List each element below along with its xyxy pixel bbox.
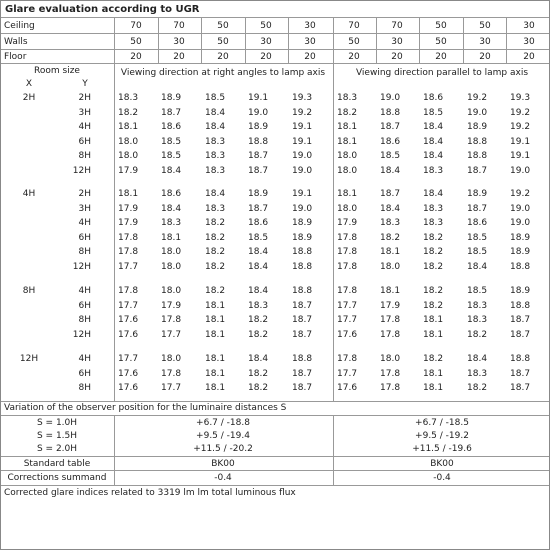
view-parallel-label: Viewing direction parallel to lamp axis <box>355 68 529 78</box>
ugr-value: 18.0 <box>337 203 358 214</box>
header-value: 50 <box>217 21 229 31</box>
ugr-value: 17.6 <box>118 315 139 325</box>
ugr-value: 18.3 <box>248 300 269 311</box>
ugr-value: 18.7 <box>292 315 313 325</box>
ugr-value: 18.2 <box>205 261 226 272</box>
ugr-value: 18.7 <box>380 122 401 132</box>
ugr-value: 18.9 <box>248 189 269 199</box>
ugr-value: 19.1 <box>292 189 313 199</box>
ugr-value: 19.0 <box>292 151 313 161</box>
ugr-value: 19.2 <box>510 189 531 199</box>
ugr-value: 18.1 <box>337 136 358 147</box>
room-size-divider <box>114 63 115 401</box>
ugr-value: 17.9 <box>380 300 401 311</box>
ugr-value: 18.5 <box>467 286 488 296</box>
header-value: 30 <box>391 37 403 47</box>
ugr-value: 17.9 <box>118 203 139 214</box>
ugr-value: 17.8 <box>380 368 401 379</box>
ugr-value: 18.7 <box>292 383 313 393</box>
x-label: X <box>25 79 33 89</box>
header-divider <box>1 63 549 64</box>
ugr-value: 19.1 <box>292 136 313 147</box>
ugr-value: 18.7 <box>510 383 531 393</box>
header-label-ceiling: Ceiling <box>4 21 35 31</box>
ugr-value: 18.8 <box>467 136 488 147</box>
ugr-value: 18.0 <box>161 261 182 272</box>
ugr-value: 18.4 <box>205 107 226 118</box>
corrections-label: Corrections summand <box>7 473 107 483</box>
main-section-divider <box>333 63 334 401</box>
ugr-value: 18.1 <box>118 189 139 199</box>
ugr-value: 19.3 <box>510 93 531 103</box>
ugr-value: 18.2 <box>467 329 488 340</box>
header-column-divider <box>201 17 202 63</box>
ugr-value: 18.1 <box>423 368 444 379</box>
ugr-value: 19.0 <box>510 203 531 214</box>
header-column-divider <box>114 17 115 63</box>
ugr-value: 18.8 <box>467 151 488 161</box>
ugr-value: 18.5 <box>467 232 488 243</box>
ugr-value: 18.2 <box>467 383 488 393</box>
ugr-value: 18.0 <box>337 151 358 161</box>
variation-left-value: +9.5 / -19.4 <box>196 431 250 441</box>
ugr-value: 18.9 <box>248 122 269 132</box>
header-value: 50 <box>130 37 142 47</box>
header-column-divider <box>333 17 334 63</box>
header-column-divider <box>288 17 289 63</box>
ugr-value: 18.7 <box>467 165 488 176</box>
ugr-value: 18.9 <box>510 247 531 257</box>
ugr-value: 18.6 <box>423 93 444 103</box>
room-y-value: 3H <box>78 107 91 118</box>
ugr-value: 17.8 <box>118 286 139 296</box>
ugr-value: 18.3 <box>205 151 226 161</box>
ugr-value: 18.0 <box>118 151 139 161</box>
ugr-value: 18.0 <box>161 286 182 296</box>
ugr-value: 18.4 <box>423 136 444 147</box>
ugr-value: 19.0 <box>510 165 531 176</box>
y-label: Y <box>82 79 88 89</box>
ugr-value: 17.8 <box>337 247 358 257</box>
ugr-value: 19.2 <box>510 122 531 132</box>
header-value: 30 <box>523 21 535 31</box>
variation-right-value: +9.5 / -19.2 <box>415 431 469 441</box>
header-value: 70 <box>173 21 185 31</box>
ugr-value: 18.6 <box>248 218 269 228</box>
room-y-value: 6H <box>78 300 91 311</box>
ugr-value: 18.1 <box>337 189 358 199</box>
header-value: 20 <box>435 52 447 62</box>
variation-left-value: +11.5 / -20.2 <box>193 444 253 454</box>
row-divider <box>1 456 549 457</box>
room-y-value: 8H <box>78 151 91 161</box>
ugr-value: 18.3 <box>467 300 488 311</box>
ugr-value: 18.5 <box>248 232 269 243</box>
variation-label: S = 1.0H <box>36 418 78 428</box>
header-value: 20 <box>304 52 316 62</box>
ugr-value: 18.5 <box>467 247 488 257</box>
ugr-value: 18.1 <box>423 383 444 393</box>
ugr-value: 17.7 <box>337 368 358 379</box>
ugr-value: 18.6 <box>380 136 401 147</box>
row-divider <box>1 415 549 416</box>
header-column-divider <box>463 17 464 63</box>
ugr-value: 18.1 <box>161 232 182 243</box>
room-y-value: 8H <box>78 315 91 325</box>
ugr-value: 18.4 <box>205 122 226 132</box>
ugr-value: 17.7 <box>118 261 139 272</box>
ugr-value: 17.6 <box>118 383 139 393</box>
ugr-value: 18.2 <box>423 232 444 243</box>
ugr-value: 18.1 <box>380 247 401 257</box>
ugr-value: 18.1 <box>423 315 444 325</box>
ugr-value: 18.2 <box>423 286 444 296</box>
ugr-value: 18.6 <box>467 218 488 228</box>
ugr-value: 19.0 <box>510 218 531 228</box>
variation-left-value: +6.7 / -18.8 <box>196 418 250 428</box>
room-x-4h: 4H <box>22 189 36 199</box>
ugr-value: 18.1 <box>423 329 444 340</box>
header-value: 50 <box>348 37 360 47</box>
ugr-value: 18.7 <box>248 165 269 176</box>
ugr-value: 18.2 <box>205 286 226 296</box>
ugr-value: 18.7 <box>510 368 531 379</box>
header-value: 50 <box>479 21 491 31</box>
header-value: 30 <box>260 37 272 47</box>
ugr-value: 19.0 <box>467 107 488 118</box>
ugr-value: 17.7 <box>161 329 182 340</box>
ugr-value: 18.1 <box>205 300 226 311</box>
ugr-value: 18.7 <box>248 203 269 214</box>
title-divider <box>1 17 549 18</box>
ugr-value: 18.7 <box>292 368 313 379</box>
ugr-value: 17.7 <box>118 354 139 364</box>
ugr-value: 18.8 <box>510 354 531 364</box>
ugr-value: 18.9 <box>161 93 182 103</box>
ugr-value: 18.2 <box>423 300 444 311</box>
header-column-divider <box>245 17 246 63</box>
ugr-value: 18.8 <box>380 107 401 118</box>
ugr-value: 18.4 <box>467 261 488 272</box>
header-value: 50 <box>435 37 447 47</box>
room-y-value: 12H <box>72 165 91 176</box>
ugr-value: 18.2 <box>423 261 444 272</box>
ugr-value: 18.3 <box>467 315 488 325</box>
ugr-value: 18.4 <box>467 354 488 364</box>
ugr-value: 18.7 <box>510 315 531 325</box>
header-value: 30 <box>173 37 185 47</box>
ugr-value: 18.4 <box>161 203 182 214</box>
column-divider <box>333 415 334 485</box>
ugr-value: 19.0 <box>248 107 269 118</box>
ugr-value: 18.2 <box>423 354 444 364</box>
ugr-value: 18.8 <box>292 354 313 364</box>
header-value: 30 <box>523 37 535 47</box>
ugr-value: 17.8 <box>118 247 139 257</box>
header-value: 50 <box>217 37 229 47</box>
ugr-value: 18.9 <box>467 189 488 199</box>
ugr-value: 17.7 <box>118 300 139 311</box>
ugr-value: 18.0 <box>380 354 401 364</box>
ugr-value: 17.9 <box>118 165 139 176</box>
ugr-value: 19.0 <box>292 165 313 176</box>
ugr-value: 18.7 <box>161 107 182 118</box>
ugr-value: 18.3 <box>205 165 226 176</box>
ugr-value: 18.4 <box>380 165 401 176</box>
room-y-value: 2H <box>78 93 91 103</box>
ugr-value: 18.0 <box>337 165 358 176</box>
header-value: 20 <box>130 52 142 62</box>
ugr-value: 18.3 <box>205 203 226 214</box>
ugr-value: 18.5 <box>161 136 182 147</box>
view-right-angles-label: Viewing direction at right angles to lamp axis <box>120 68 326 78</box>
ugr-value: 18.6 <box>161 122 182 132</box>
header-column-divider <box>506 17 507 63</box>
ugr-value: 18.5 <box>380 151 401 161</box>
ugr-value: 18.4 <box>380 203 401 214</box>
ugr-value: 19.2 <box>510 107 531 118</box>
room-size-label: Room size <box>34 66 80 76</box>
ugr-value: 17.8 <box>337 261 358 272</box>
ugr-value: 18.2 <box>118 107 139 118</box>
header-value: 20 <box>479 52 491 62</box>
header-value: 20 <box>260 52 272 62</box>
ugr-value: 18.2 <box>205 218 226 228</box>
header-label-floor: Floor <box>4 52 27 62</box>
ugr-value: 18.2 <box>205 247 226 257</box>
ugr-value: 17.8 <box>380 383 401 393</box>
ugr-value: 18.7 <box>510 329 531 340</box>
ugr-value: 17.6 <box>118 368 139 379</box>
header-value: 70 <box>348 21 360 31</box>
room-y-value: 2H <box>78 189 91 199</box>
ugr-value: 18.2 <box>337 107 358 118</box>
header-value: 20 <box>391 52 403 62</box>
ugr-value: 18.9 <box>467 122 488 132</box>
ugr-value: 17.7 <box>337 315 358 325</box>
room-y-value: 4H <box>78 354 91 364</box>
ugr-value: 18.4 <box>248 261 269 272</box>
room-x-2h: 2H <box>22 93 36 103</box>
ugr-value: 18.2 <box>248 329 269 340</box>
ugr-value: 18.6 <box>161 189 182 199</box>
ugr-value: 18.4 <box>248 247 269 257</box>
ugr-value: 18.4 <box>423 189 444 199</box>
header-column-divider <box>376 17 377 63</box>
row-divider <box>1 49 549 50</box>
variation-title: Variation of the observer position for the luminaire distances S <box>4 403 287 413</box>
header-value: 20 <box>217 52 229 62</box>
standard-table-left: BK00 <box>211 459 235 469</box>
ugr-value: 18.0 <box>380 261 401 272</box>
room-y-value: 4H <box>78 286 91 296</box>
ugr-value: 18.9 <box>292 218 313 228</box>
header-value: 30 <box>479 37 491 47</box>
ugr-value: 18.8 <box>510 300 531 311</box>
variation-label: S = 2.0H <box>36 444 78 454</box>
ugr-value: 18.7 <box>292 300 313 311</box>
ugr-value: 18.5 <box>161 151 182 161</box>
ugr-value: 19.3 <box>292 93 313 103</box>
room-x-12h: 12H <box>19 354 39 364</box>
footer-note: Corrected glare indices related to 3319 lm lm total luminous flux <box>4 488 296 498</box>
row-divider <box>1 33 549 34</box>
header-value: 20 <box>348 52 360 62</box>
ugr-value: 18.5 <box>205 93 226 103</box>
ugr-value: 17.9 <box>337 218 358 228</box>
ugr-value: 17.8 <box>161 315 182 325</box>
ugr-value: 18.3 <box>205 136 226 147</box>
column-divider <box>114 415 115 485</box>
ugr-value: 18.0 <box>118 136 139 147</box>
ugr-value: 18.3 <box>423 203 444 214</box>
ugr-value: 18.3 <box>467 368 488 379</box>
ugr-value: 18.1 <box>205 329 226 340</box>
ugr-value: 18.8 <box>292 261 313 272</box>
room-y-value: 12H <box>72 329 91 340</box>
ugr-value: 18.2 <box>380 232 401 243</box>
ugr-value: 18.0 <box>161 354 182 364</box>
ugr-value: 18.4 <box>248 354 269 364</box>
ugr-value: 17.8 <box>118 232 139 243</box>
ugr-value: 18.8 <box>292 247 313 257</box>
corrections-left: -0.4 <box>214 473 232 483</box>
ugr-value: 19.1 <box>510 151 531 161</box>
header-value: 30 <box>304 21 316 31</box>
ugr-value: 18.4 <box>205 189 226 199</box>
ugr-value: 17.8 <box>380 315 401 325</box>
ugr-value: 18.7 <box>380 189 401 199</box>
ugr-value: 18.3 <box>423 165 444 176</box>
ugr-value: 19.2 <box>467 93 488 103</box>
variation-label: S = 1.5H <box>36 431 78 441</box>
ugr-value: 18.1 <box>337 122 358 132</box>
ugr-value: 18.8 <box>292 286 313 296</box>
ugr-value: 17.6 <box>337 329 358 340</box>
room-y-value: 4H <box>78 218 91 228</box>
header-value: 50 <box>260 21 272 31</box>
ugr-value: 17.6 <box>337 383 358 393</box>
room-y-value: 4H <box>78 122 91 132</box>
ugr-value: 18.7 <box>467 203 488 214</box>
header-value: 70 <box>130 21 142 31</box>
room-y-value: 6H <box>78 136 91 147</box>
ugr-value: 19.1 <box>248 93 269 103</box>
room-y-value: 6H <box>78 232 91 243</box>
section-divider <box>1 401 549 402</box>
header-value: 70 <box>391 21 403 31</box>
ugr-value: 18.3 <box>423 218 444 228</box>
ugr-value: 18.1 <box>205 315 226 325</box>
header-column-divider <box>158 17 159 63</box>
ugr-value: 18.7 <box>248 151 269 161</box>
ugr-value: 18.4 <box>248 286 269 296</box>
ugr-value: 18.4 <box>423 151 444 161</box>
ugr-value: 18.0 <box>161 247 182 257</box>
ugr-value: 17.8 <box>337 354 358 364</box>
room-y-value: 6H <box>78 368 91 379</box>
ugr-value: 17.9 <box>118 218 139 228</box>
ugr-value: 18.2 <box>205 232 226 243</box>
ugr-value: 18.2 <box>248 383 269 393</box>
ugr-value: 17.6 <box>118 329 139 340</box>
ugr-value: 17.7 <box>161 383 182 393</box>
standard-table-right: BK00 <box>430 459 454 469</box>
ugr-value: 18.4 <box>423 122 444 132</box>
ugr-value: 19.1 <box>292 122 313 132</box>
ugr-value: 18.9 <box>292 232 313 243</box>
ugr-value: 18.3 <box>161 218 182 228</box>
ugr-value: 18.5 <box>423 107 444 118</box>
ugr-value: 18.3 <box>118 93 139 103</box>
row-divider <box>1 485 549 486</box>
room-x-8h: 8H <box>22 286 36 296</box>
ugr-value: 17.9 <box>161 300 182 311</box>
ugr-value: 18.1 <box>118 122 139 132</box>
variation-right-value: +6.7 / -18.5 <box>415 418 469 428</box>
ugr-value: 17.8 <box>380 329 401 340</box>
ugr-value: 19.1 <box>510 136 531 147</box>
ugr-value: 17.8 <box>337 232 358 243</box>
room-y-value: 3H <box>78 203 91 214</box>
ugr-value: 18.4 <box>161 165 182 176</box>
ugr-value: 18.2 <box>248 368 269 379</box>
ugr-value: 18.8 <box>248 136 269 147</box>
corrections-right: -0.4 <box>433 473 451 483</box>
ugr-value: 18.9 <box>510 232 531 243</box>
ugr-value: 18.7 <box>292 329 313 340</box>
ugr-value: 17.8 <box>337 286 358 296</box>
ugr-value: 18.9 <box>510 286 531 296</box>
ugr-value: 19.2 <box>292 107 313 118</box>
standard-table-label: Standard table <box>23 459 91 469</box>
ugr-value: 18.1 <box>380 286 401 296</box>
ugr-value: 19.0 <box>380 93 401 103</box>
ugr-value: 18.2 <box>248 315 269 325</box>
header-value: 20 <box>173 52 185 62</box>
ugr-value: 18.3 <box>337 93 358 103</box>
ugr-value: 18.1 <box>205 383 226 393</box>
ugr-value: 19.0 <box>292 203 313 214</box>
ugr-value: 18.3 <box>380 218 401 228</box>
row-divider <box>1 470 549 471</box>
ugr-value: 18.2 <box>423 247 444 257</box>
header-value: 20 <box>523 52 535 62</box>
ugr-value: 18.1 <box>205 354 226 364</box>
variation-right-value: +11.5 / -19.6 <box>412 444 472 454</box>
ugr-value: 17.8 <box>161 368 182 379</box>
ugr-value: 17.7 <box>337 300 358 311</box>
header-column-divider <box>419 17 420 63</box>
room-y-value: 12H <box>72 261 91 272</box>
header-label-walls: Walls <box>4 37 28 47</box>
header-value: 50 <box>435 21 447 31</box>
ugr-value: 18.8 <box>510 261 531 272</box>
ugr-value: 18.1 <box>205 368 226 379</box>
table-title: Glare evaluation according to UGR <box>5 4 200 15</box>
room-y-value: 8H <box>78 247 91 257</box>
header-value: 30 <box>304 37 316 47</box>
room-y-value: 8H <box>78 383 91 393</box>
